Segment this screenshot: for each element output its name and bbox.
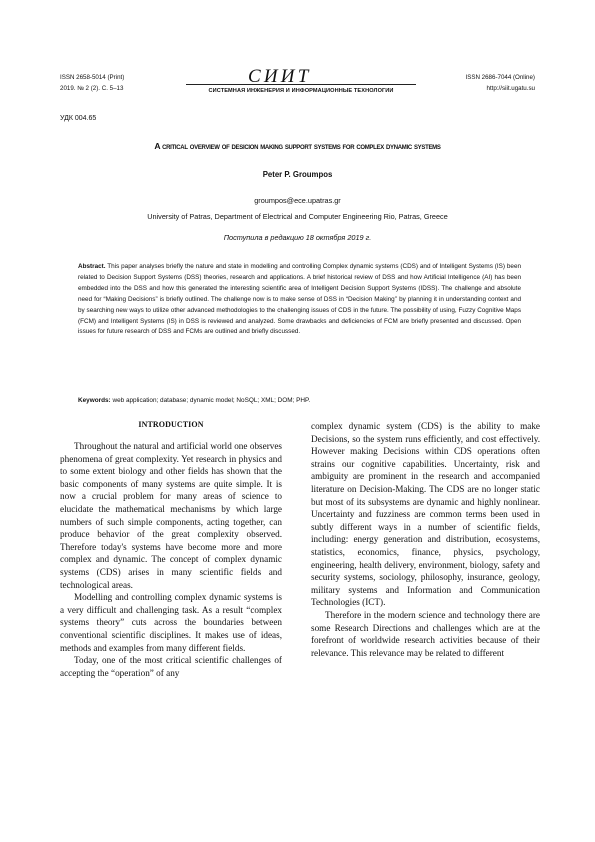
article-title [60,140,535,152]
header-divider [186,84,416,85]
issn-online: ISSN 2686-7044 (Online) [465,74,535,81]
abstract [78,262,521,338]
abstract-text: This paper analyses briefly the nature and state in modelling and controlling Complex dynamic systems (CDS) and of Intelligent Systems (IS) been related to Decision Support Systems (DSS) theories, research and applications. A brief historical review of DSS and how Artificial Intelligence (AI) has been embedded into the DSS and how this generated the interesting scientific area of Intelligent Decision Support Systems (IDSS). The challenge and absolute need for “Making Decisions” is briefly outlined. The challenge now is to make sense of DSS in “Decision Making’’ by planning it in understanding context and by searching new ways to utilize other advanced methodologies to the challenging issues of CDS in the future. The possibility of using, Fuzzy Cognitive Maps (FCM) and Intelligent Systems (IS) in DSS is reviewed and analyzed. Some drawbacks and deficiencies of FCM are briefly presented and discussed. Open issues for future research of DSS and FCMs are outlined and briefly discussed. [78,263,521,336]
issn-print: ISSN 2658-5014 (Print) [60,74,125,81]
author-email[interactable]: groumpos@ece.upatras.gr [254,196,341,205]
issue-info: 2019. № 2 (2). С. 5–13 [60,85,124,92]
section-heading-introduction: INTRODUCTION [138,420,204,429]
paragraph: Modelling and controlling complex dynamic systems is a very difficult and challenging task. As a result “complex systems theory” cuts across the boundaries between conventional scientific disciplines. It makes use of ideas, methods and examples from many different fields. [60,592,282,653]
keywords-label: Keywords: [78,397,111,404]
paragraph: Throughout the natural and artificial world one observes phenomena of great complexity. Yet research in physics and to some extent biology and other fields has shown that the basic components of many systems are quite simple. It is now a crucial problem for many areas of science to elucidate the mathematical mechanisms by which large numbers of such simple components, acting together, can produce behavior of the great complexity observed. Therefore today's systems have become more and more complex and dynamic. The concept of complex dynamic systems (CDS) arises in many scientific fields and technological areas. [60,441,282,590]
keywords-text: web application; database; dynamic model; NoSQL; XML; DOM; PHP. [112,397,311,404]
paragraph: complex dynamic system (CDS) is the ability to make Decisions, so the system runs efficiently, and cost effectively. However making Decisions within CDS operations often strains our cognitive capabilities. Uncertainty, risk and ambiguity are prominent in the research and accompanied literature on Decision-Making. The CDS are no longer static but most of its subsystems are dynamic and highly nonlinear. Uncertainty and fuzziness are common terms been used in subtly different ways in a number of scientific fields, including: energy generation and distribution, ecosystems, statistics, economics, finance, physics, psychology, engineering, health delivery, environment, biology, safety and security systems, sociology, philosophy, insurance, geology, military systems and Information and Communication Technologies (ICT). [311,421,540,608]
abstract-label: Abstract. [78,263,106,270]
journal-url[interactable]: http://siit.ugatu.su [486,85,535,92]
author-affiliation: University of Patras, Department of Electrical and Computer Engineering Rio, Patras, Greece [147,212,448,221]
article-title-text: A critical overview of desicion making support systems for complex dynamic systems [154,141,441,151]
received-date: Поступила в редакцию 18 октября 2019 г. [223,233,372,242]
body-column-left [60,440,282,679]
author-name: Peter P. Groumpos [262,170,333,179]
paragraph: Today, one of the most critical scientific challenges of accepting the “operation” of any [60,655,282,678]
udc-code: УДК 004.65 [60,115,97,122]
paragraph: Therefore in the modern science and technology there are some Research Directions and challenges which are at the forefront of worldwide research activities because of their relevance. This relevance may be related to different [311,609,540,658]
journal-logo: СИИТ [248,66,312,87]
keywords [78,396,521,406]
body-column-right [311,420,540,659]
journal-full-name: СИСТЕМНАЯ ИНЖЕНЕРИЯ И ИНФОРМАЦИОННЫЕ ТЕХНОЛОГИИ [208,88,394,94]
